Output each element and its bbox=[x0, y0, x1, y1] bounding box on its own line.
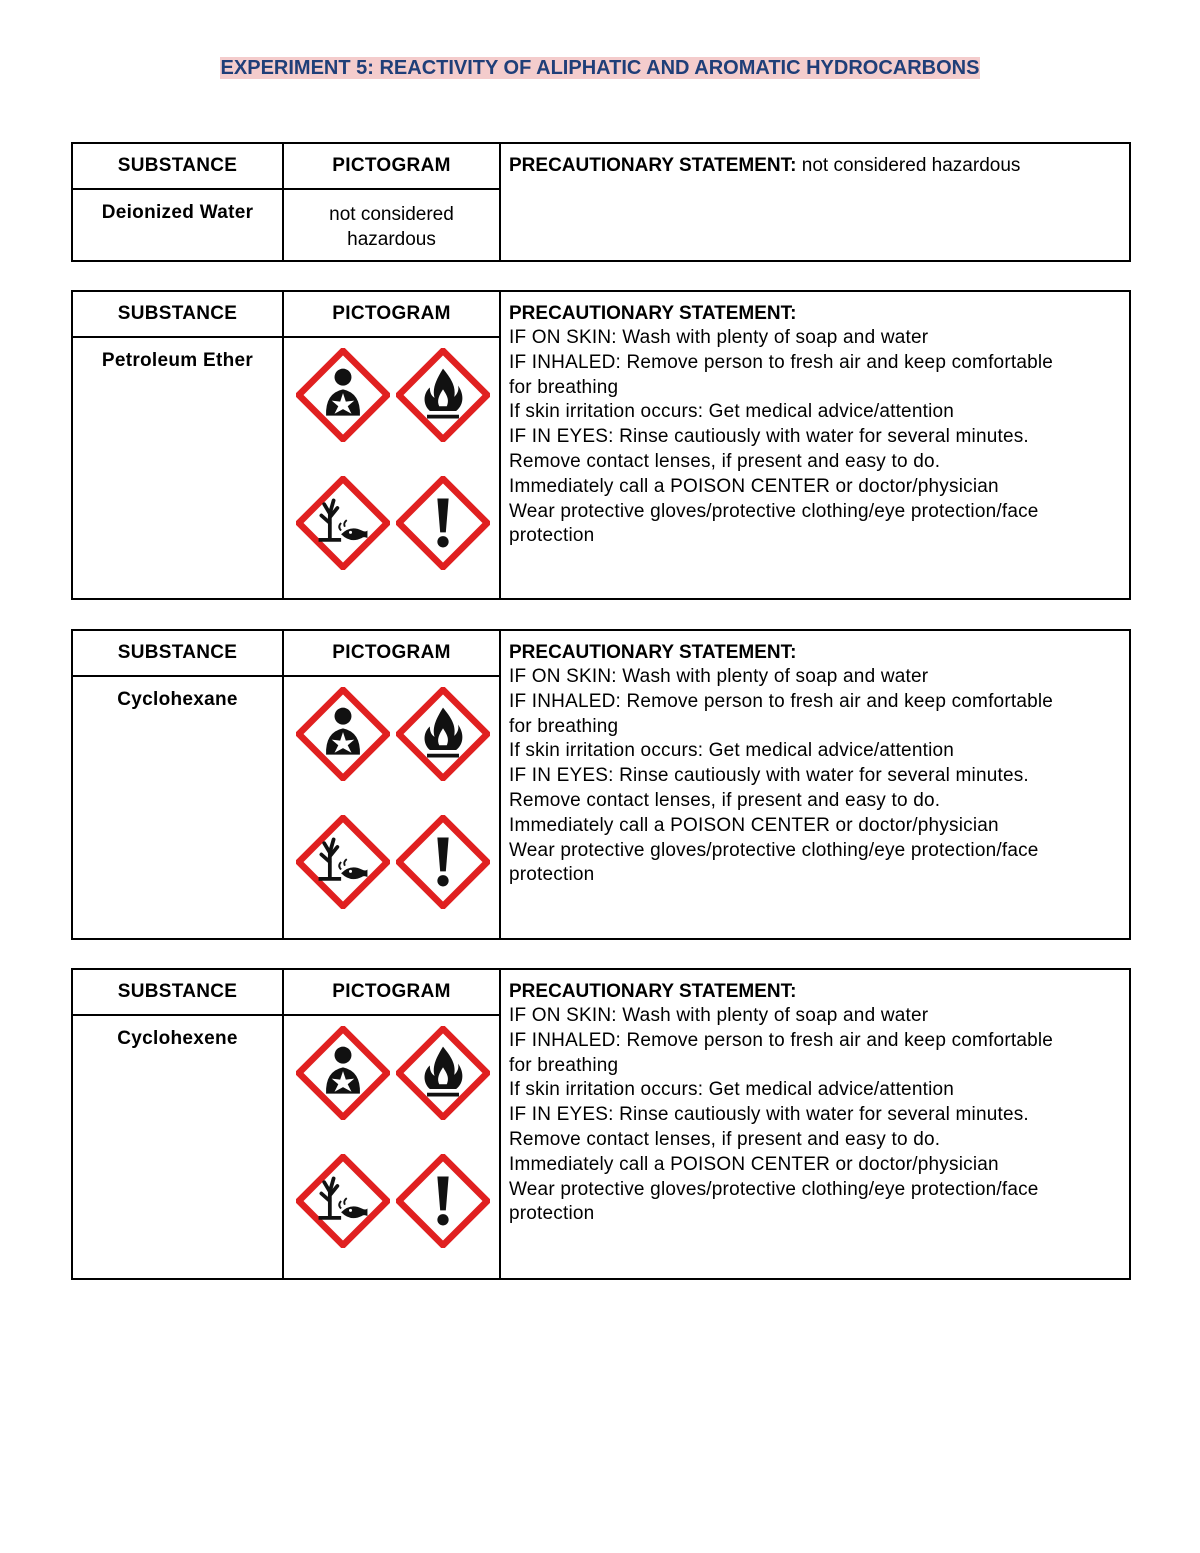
statement-line: IF ON SKIN: Wash with plenty of soap and water bbox=[509, 327, 929, 348]
statement-heading bbox=[509, 980, 1118, 1004]
statement-line: Remove contact lenses, if present and easy to do. bbox=[509, 789, 941, 811]
statement-line: IF INHALED: Remove person to fresh air and keep comfortable bbox=[509, 690, 1054, 712]
flammable-icon bbox=[396, 1026, 490, 1120]
pictogram-column bbox=[284, 292, 501, 598]
statement-list bbox=[509, 1004, 1118, 1227]
statement-line: for breathing bbox=[509, 1054, 619, 1076]
sds-table-cyclohexane bbox=[71, 629, 1131, 940]
statement-line: IF IN EYES: Rinse cautiously with water for several minutes. bbox=[509, 765, 1029, 787]
pictogram-column bbox=[284, 970, 501, 1278]
statement-line: protection bbox=[509, 1203, 595, 1225]
statement-line: Immediately call a POISON CENTER or doctor/physician bbox=[509, 1153, 999, 1175]
substance-column bbox=[73, 970, 284, 1278]
pictogram-grid bbox=[284, 679, 499, 938]
statement-title: PRECAUTIONARY STATEMENT: bbox=[509, 303, 797, 324]
flammable-icon bbox=[396, 348, 490, 442]
statement-line: IF ON SKIN: Wash with plenty of soap and water bbox=[509, 1005, 929, 1026]
statement-column bbox=[501, 144, 1129, 260]
statement-line: IF IN EYES: Rinse cautiously with water for several minutes. bbox=[509, 426, 1029, 448]
substance-name: Cyclohexane bbox=[117, 689, 238, 710]
statement-line: protection bbox=[509, 864, 595, 886]
statement-heading bbox=[509, 641, 1118, 665]
statement-line: Remove contact lenses, if present and easy to do. bbox=[509, 450, 941, 472]
substance-column bbox=[73, 292, 284, 598]
pictogram-header: PICTOGRAM bbox=[284, 144, 499, 190]
statement-line: for breathing bbox=[509, 376, 619, 398]
document-title bbox=[0, 57, 1200, 80]
statement-line: for breathing bbox=[509, 715, 619, 737]
statement-line: If skin irritation occurs: Get medical advice/attention bbox=[509, 740, 955, 762]
statement-title: PRECAUTIONARY STATEMENT: bbox=[509, 642, 797, 663]
statement-line: Remove contact lenses, if present and easy to do. bbox=[509, 1128, 941, 1150]
pictogram-header: PICTOGRAM bbox=[284, 292, 499, 338]
statement-line: Immediately call a POISON CENTER or doctor/physician bbox=[509, 814, 999, 836]
health-hazard-icon bbox=[296, 1026, 390, 1120]
statement-line: Wear protective gloves/protective clothing/eye protection/face bbox=[509, 839, 1039, 861]
statement-column bbox=[501, 292, 1129, 598]
health-hazard-icon bbox=[296, 348, 390, 442]
statement-line: If skin irritation occurs: Get medical advice/attention bbox=[509, 401, 955, 423]
statement-inline-text: not considered hazardous bbox=[801, 155, 1021, 176]
sds-table-cyclohexene bbox=[71, 968, 1131, 1280]
statement-title: PRECAUTIONARY STATEMENT: bbox=[509, 981, 797, 1002]
statement-list bbox=[509, 665, 1118, 888]
substance-name: Cyclohexene bbox=[117, 1028, 238, 1049]
statement-line: protection bbox=[509, 525, 595, 547]
environment-icon bbox=[296, 476, 390, 570]
statement-list bbox=[509, 326, 1118, 549]
statement-line: Wear protective gloves/protective clothing/eye protection/face bbox=[509, 500, 1039, 522]
statement-line: IF IN EYES: Rinse cautiously with water for several minutes. bbox=[509, 1104, 1029, 1126]
sds-table-deionized-water bbox=[71, 142, 1131, 262]
environment-icon bbox=[296, 1154, 390, 1248]
substance-header: SUBSTANCE bbox=[73, 144, 282, 190]
substance-header: SUBSTANCE bbox=[73, 292, 282, 338]
substance-column bbox=[73, 144, 284, 260]
substance-name: Petroleum Ether bbox=[101, 350, 254, 371]
environment-icon bbox=[296, 815, 390, 909]
statement-heading bbox=[509, 154, 1118, 178]
exclamation-icon bbox=[396, 476, 490, 570]
document-title-text: EXPERIMENT 5: REACTIVITY OF ALIPHATIC AND AROMATIC HYDROCARBONS bbox=[220, 57, 980, 79]
sds-table-petroleum-ether bbox=[71, 290, 1131, 600]
substance-name: Deionized Water bbox=[101, 202, 254, 223]
statement-line: IF INHALED: Remove person to fresh air and keep comfortable bbox=[509, 1029, 1054, 1051]
flammable-icon bbox=[396, 687, 490, 781]
pictogram-grid bbox=[284, 1018, 499, 1278]
statement-line: IF INHALED: Remove person to fresh air and keep comfortable bbox=[509, 351, 1054, 373]
pictogram-column bbox=[284, 631, 501, 938]
pictogram-header: PICTOGRAM bbox=[284, 631, 499, 677]
substance-header: SUBSTANCE bbox=[73, 631, 282, 677]
statement-column bbox=[501, 970, 1129, 1278]
substance-header: SUBSTANCE bbox=[73, 970, 282, 1016]
statement-line: If skin irritation occurs: Get medical advice/attention bbox=[509, 1079, 955, 1101]
statement-line: Immediately call a POISON CENTER or doctor/physician bbox=[509, 475, 999, 497]
statement-line: Wear protective gloves/protective clothing/eye protection/face bbox=[509, 1178, 1039, 1200]
substance-column bbox=[73, 631, 284, 938]
statement-title: PRECAUTIONARY STATEMENT: bbox=[509, 155, 797, 176]
pictogram-grid bbox=[284, 340, 499, 598]
pictogram-text: not considered hazardous bbox=[329, 204, 454, 250]
statement-column bbox=[501, 631, 1129, 938]
exclamation-icon bbox=[396, 815, 490, 909]
health-hazard-icon bbox=[296, 687, 390, 781]
statement-line: IF ON SKIN: Wash with plenty of soap and water bbox=[509, 666, 929, 687]
pictogram-header: PICTOGRAM bbox=[284, 970, 499, 1016]
pictogram-column bbox=[284, 144, 501, 260]
exclamation-icon bbox=[396, 1154, 490, 1248]
statement-heading bbox=[509, 302, 1118, 326]
